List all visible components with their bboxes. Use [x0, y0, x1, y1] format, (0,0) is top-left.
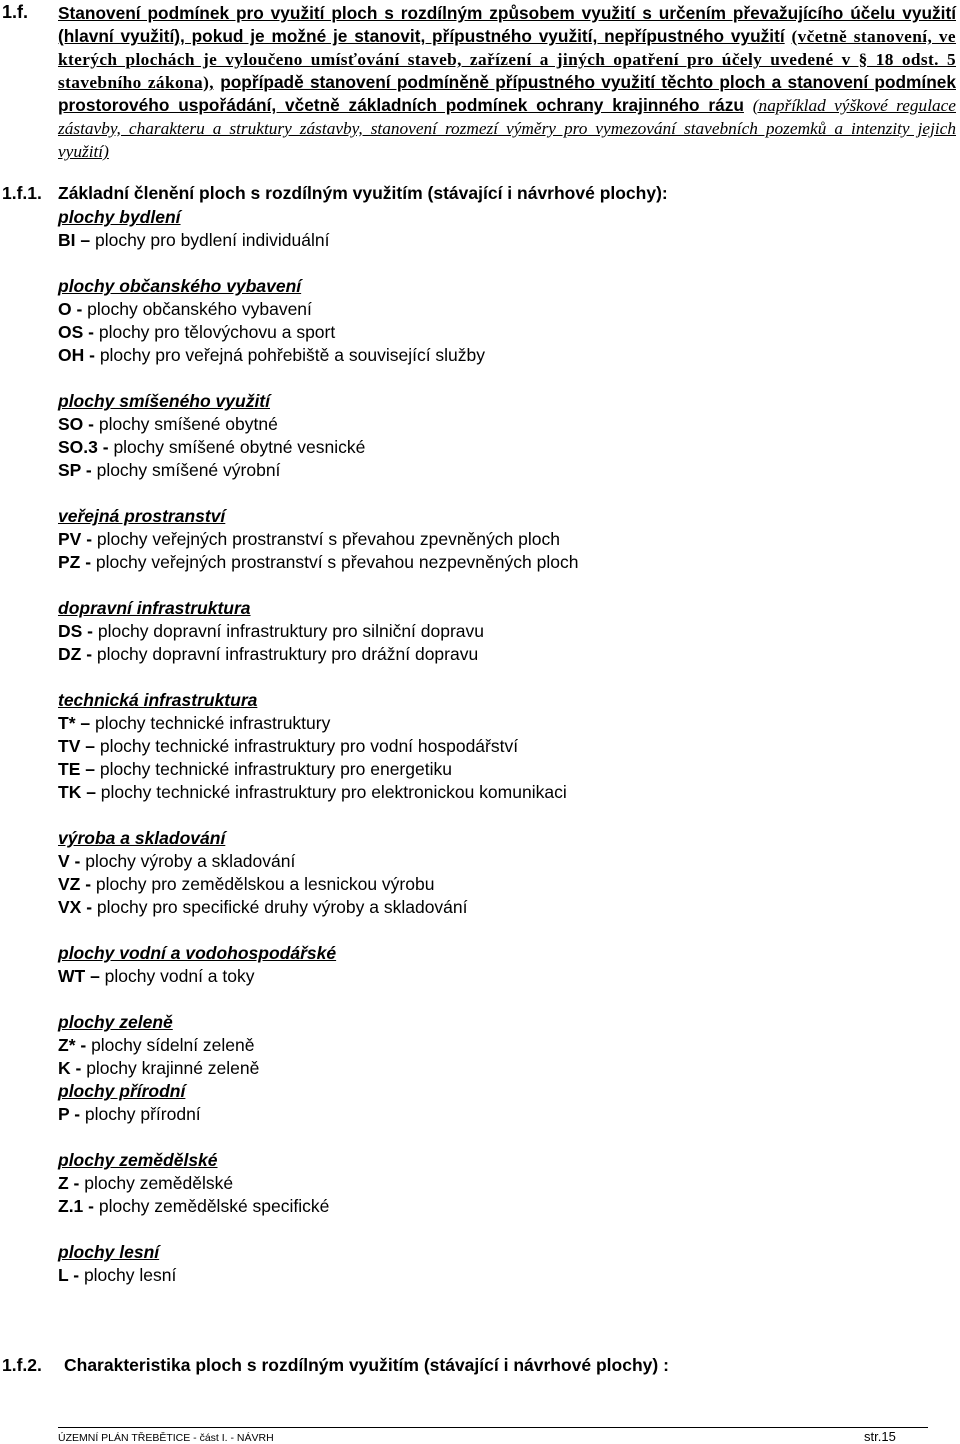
land-use-description: plochy zemědělské specifické — [93, 1196, 330, 1216]
land-use-code: T* – — [58, 713, 91, 733]
category-group — [58, 1149, 938, 1218]
land-use-description: plochy pro tělovýchovu a sport — [93, 322, 336, 342]
land-use-code: VZ - — [58, 874, 92, 894]
section-number: 1.f. — [2, 2, 29, 22]
land-use-item — [58, 551, 938, 574]
land-use-item — [58, 229, 938, 252]
land-use-description: plochy pro veřejná pohřebiště a související služby — [94, 345, 486, 365]
land-use-item — [58, 321, 938, 344]
land-use-code: BI – — [58, 230, 91, 250]
land-use-code: OS - — [58, 322, 94, 342]
category-heading: plochy bydlení — [58, 207, 181, 227]
land-use-item — [58, 735, 938, 758]
land-use-item — [58, 1195, 938, 1218]
land-use-description: plochy technické infrastruktury pro vodní hospodářství — [94, 736, 519, 756]
land-use-description: plochy zemědělské — [79, 1173, 234, 1193]
land-use-description: plochy smíšené výrobní — [91, 460, 281, 480]
heading-serif-part: (včetně stanovení, ve kterých plochách je vyloučeno umísťování staveb, zařízení a jiných opatření pro účely uvedené v § 18 odst. 5 stavebního zákona), — [58, 27, 957, 92]
category-group — [58, 275, 938, 367]
land-use-description: plochy občanského vybavení — [82, 299, 312, 319]
heading-continuation: popřípadě stanovení podmíněně přípustného využití těchto ploch a stanovení podmínek prostorového uspořádání, včetně základních podmínek ochrany krajinného rázu — [58, 72, 956, 115]
category-heading: plochy přírodní — [58, 1081, 186, 1101]
section-heading — [58, 2, 956, 163]
land-use-code: O - — [58, 299, 83, 319]
land-use-description: plochy smíšené obytné — [93, 414, 278, 434]
land-use-description: plochy smíšené obytné vesnické — [108, 437, 366, 457]
footer-rule — [58, 1427, 928, 1428]
land-use-item — [58, 1057, 938, 1080]
land-use-code: K - — [58, 1058, 82, 1078]
land-use-item — [58, 459, 938, 482]
land-use-code: PV - — [58, 529, 93, 549]
land-use-description: plochy pro specifické druhy výroby a skladování — [92, 897, 468, 917]
land-use-item — [58, 850, 938, 873]
land-use-code: L - — [58, 1265, 80, 1285]
land-use-code: VX - — [58, 897, 93, 917]
land-use-list — [58, 206, 938, 1287]
land-use-description: plochy vodní a toky — [99, 966, 255, 986]
land-use-description: plochy technické infrastruktury pro energetiku — [94, 759, 452, 779]
land-use-description: plochy dopravní infrastruktury pro drážní dopravu — [92, 644, 479, 664]
subsection-1-title: Základní členění ploch s rozdílným využitím (stávající i návrhové plochy): — [58, 183, 668, 203]
land-use-code: Z.1 - — [58, 1196, 94, 1216]
land-use-code: SP - — [58, 460, 92, 480]
category-group — [58, 390, 938, 482]
land-use-item — [58, 712, 938, 735]
category-group — [58, 505, 938, 574]
land-use-item — [58, 620, 938, 643]
land-use-item — [58, 1034, 938, 1057]
land-use-description: plochy technické infrastruktury pro elektronickou komunikaci — [95, 782, 567, 802]
land-use-code: TK – — [58, 782, 96, 802]
category-heading: plochy vodní a vodohospodářské — [58, 943, 337, 963]
land-use-code: PZ - — [58, 552, 92, 572]
land-use-code: SO.3 - — [58, 437, 109, 457]
land-use-description: plochy výroby a skladování — [80, 851, 296, 871]
land-use-description: plochy krajinné zeleně — [81, 1058, 260, 1078]
category-group — [58, 1080, 938, 1126]
subsection-2-title: Charakteristika ploch s rozdílným využitím (stávající i návrhové plochy) : — [64, 1355, 669, 1375]
heading-italic-note: (například výškové regulace zástavby, charakteru a struktury zástavby, stanovení rozmezí výměry pro vymezování stavebních pozemků a intenzity jejich využití) — [58, 96, 956, 161]
category-heading: technická infrastruktura — [58, 690, 258, 710]
land-use-code: OH - — [58, 345, 95, 365]
land-use-item — [58, 528, 938, 551]
subsection-2-number: 1.f.2. — [2, 1355, 42, 1375]
land-use-item — [58, 1264, 938, 1287]
land-use-description: plochy dopravní infrastruktury pro silniční dopravu — [93, 621, 485, 641]
category-heading: dopravní infrastruktura — [58, 598, 251, 618]
land-use-code: TE – — [58, 759, 95, 779]
land-use-code: Z* - — [58, 1035, 87, 1055]
category-heading: plochy občanského vybavení — [58, 276, 302, 296]
category-group — [58, 597, 938, 666]
land-use-code: TV – — [58, 736, 95, 756]
land-use-code: Z - — [58, 1173, 80, 1193]
land-use-description: plochy pro bydlení individuální — [90, 230, 330, 250]
land-use-description: plochy technické infrastruktury — [90, 713, 331, 733]
land-use-description: plochy přírodní — [80, 1104, 201, 1124]
land-use-item — [58, 436, 938, 459]
land-use-description: plochy sídelní zeleně — [86, 1035, 255, 1055]
category-group — [58, 1241, 938, 1287]
category-heading: veřejná prostranství — [58, 506, 226, 526]
category-heading: plochy smíšeného využití — [58, 391, 270, 411]
land-use-item — [58, 344, 938, 367]
category-group — [58, 1011, 938, 1080]
subsection-1-number: 1.f.1. — [2, 183, 42, 203]
land-use-description: plochy veřejných prostranství s převahou nezpevněných ploch — [91, 552, 579, 572]
footer-document-title: ÚZEMNÍ PLÁN TŘEBĚTICE - část I. - NÁVRH — [58, 1432, 274, 1444]
land-use-item — [58, 1103, 938, 1126]
heading-main: Stanovení podmínek pro využití ploch s rozdílným způsobem využití s určením převažujícího účelu využití (hlavní využití), pokud je možné je stanovit, přípustného využití, nepřípustného využití — [58, 3, 956, 46]
land-use-item — [58, 965, 938, 988]
category-group — [58, 942, 938, 988]
land-use-item — [58, 758, 938, 781]
category-heading: plochy zeleně — [58, 1012, 173, 1032]
land-use-description: plochy veřejných prostranství s převahou zpevněných ploch — [92, 529, 560, 549]
category-heading: plochy lesní — [58, 1242, 160, 1262]
land-use-description: plochy lesní — [79, 1265, 177, 1285]
land-use-item — [58, 1172, 938, 1195]
land-use-code: SO - — [58, 414, 94, 434]
land-use-code: WT – — [58, 966, 100, 986]
category-heading: výroba a skladování — [58, 828, 226, 848]
land-use-code: DS - — [58, 621, 93, 641]
land-use-item — [58, 643, 938, 666]
land-use-item — [58, 781, 938, 804]
footer-page-number: str.15 — [864, 1429, 896, 1444]
category-group — [58, 827, 938, 919]
category-group — [58, 689, 938, 804]
land-use-item — [58, 298, 938, 321]
land-use-code: DZ - — [58, 644, 93, 664]
land-use-item — [58, 873, 938, 896]
land-use-item — [58, 413, 938, 436]
category-heading: plochy zemědělské — [58, 1150, 218, 1170]
land-use-code: P - — [58, 1104, 81, 1124]
land-use-description: plochy pro zemědělskou a lesnickou výrobu — [91, 874, 435, 894]
land-use-code: V - — [58, 851, 81, 871]
land-use-item — [58, 896, 938, 919]
category-group — [58, 206, 938, 252]
